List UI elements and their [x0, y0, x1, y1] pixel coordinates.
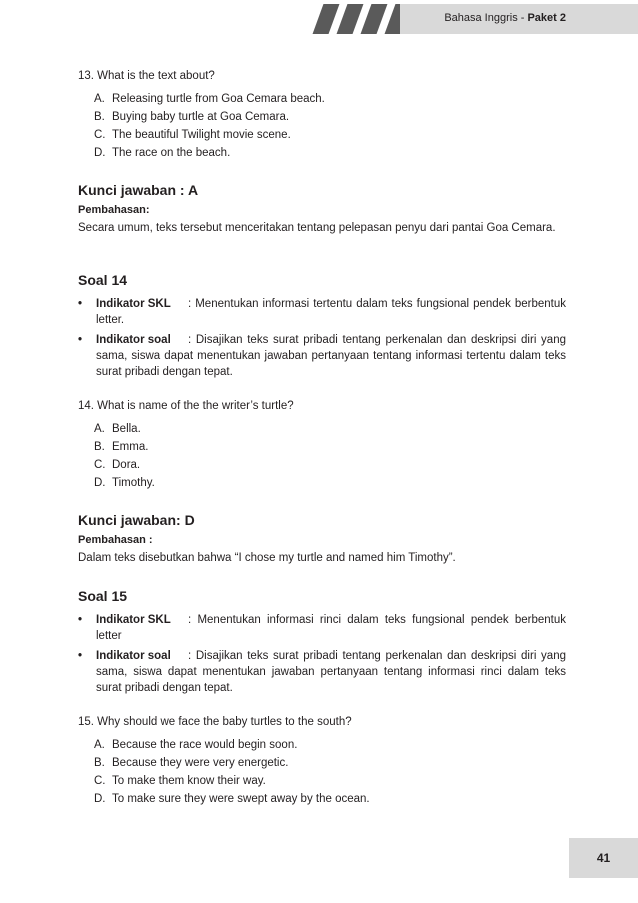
header-package: Paket 2	[527, 12, 566, 24]
option-text: To make them know their way.	[112, 775, 266, 787]
question-15: 15. Why should we face the baby turtles to the south?	[78, 716, 352, 728]
option	[94, 736, 566, 754]
option-text: The beautiful Twilight movie scene.	[112, 129, 291, 141]
option	[94, 144, 566, 162]
option	[94, 108, 566, 126]
indicator-soal-15	[78, 648, 566, 696]
indicator-label: Indikator SKL	[96, 298, 171, 310]
explanation-14: Dalam teks disebutkan bahwa “I chose my turtle and named him Timothy”.	[78, 552, 456, 564]
option-letter: A.	[94, 93, 105, 105]
bullet: •	[78, 614, 83, 626]
option-letter: C.	[94, 775, 106, 787]
option-text: The race on the beach.	[112, 147, 231, 159]
option-letter: A.	[94, 739, 105, 751]
options-13	[94, 90, 566, 162]
page-number: 41	[569, 838, 638, 878]
option-text: Releasing turtle from Goa Cemara beach.	[112, 93, 325, 105]
indicator-label: Indikator soal	[96, 334, 171, 346]
section-title-14: Soal 14	[78, 272, 128, 288]
options-14	[94, 420, 566, 492]
indicator-label: Indikator SKL	[96, 614, 171, 626]
answer-key-13: Kunci jawaban : A	[78, 182, 199, 198]
explanation-13: Secara umum, teks tersebut menceritakan tentang pelepasan penyu dari pantai Goa Cemara.	[78, 222, 556, 234]
option	[94, 772, 566, 790]
option-text: Buying baby turtle at Goa Cemara.	[112, 111, 290, 123]
option	[94, 790, 566, 808]
indicator-text: : Disajikan teks surat pribadi tentang perkenalan dan deskripsi diri yang sama, siswa dapat menentukan jawaban pertanyaan tentang informasi rinci dalam teks surat pribadi dengan tepat.	[96, 650, 566, 694]
option-letter: B.	[94, 441, 105, 453]
bullet: •	[78, 650, 83, 662]
option	[94, 474, 566, 492]
option-letter: D.	[94, 147, 106, 159]
option-text: Timothy.	[112, 477, 155, 489]
option-letter: D.	[94, 793, 106, 805]
indicator-text: : Menentukan informasi tertentu dalam teks fungsional pendek berbentuk letter.	[96, 298, 566, 326]
option-text: Dora.	[112, 459, 141, 471]
header-stripe	[337, 4, 364, 34]
answer-key-14: Kunci jawaban: D	[78, 512, 195, 528]
indicator-soal-14	[78, 332, 566, 380]
section-title-15: Soal 15	[78, 588, 128, 604]
header-stripe	[313, 4, 340, 34]
header-title	[444, 12, 566, 24]
bullet: •	[78, 334, 83, 346]
page-header	[0, 0, 638, 40]
option-text: Emma.	[112, 441, 149, 453]
option	[94, 420, 566, 438]
option-text: Because the race would begin soon.	[112, 739, 298, 751]
header-stripe	[361, 4, 388, 34]
header-subject: Bahasa Inggris -	[444, 12, 528, 24]
bullet: •	[78, 298, 83, 310]
explanation-label-14: Pembahasan :	[78, 534, 153, 546]
explanation-label-13: Pembahasan:	[78, 204, 150, 216]
indicator-text: : Disajikan teks surat pribadi tentang perkenalan dan deskripsi diri yang sama, siswa dapat menentukan jawaban pertanyaan tentang informasi tertentu dalam teks surat pribadi dengan tepat.	[96, 334, 566, 378]
option	[94, 754, 566, 772]
option	[94, 438, 566, 456]
option-letter: C.	[94, 129, 106, 141]
option	[94, 126, 566, 144]
option-letter: D.	[94, 477, 106, 489]
indicator-text: : Menentukan informasi rinci dalam teks fungsional pendek berbentuk letter	[96, 614, 566, 642]
options-15	[94, 736, 566, 808]
option-letter: A.	[94, 423, 105, 435]
page-content	[78, 68, 566, 808]
option-text: To make sure they were swept away by the ocean.	[112, 793, 370, 805]
option-text: Bella.	[112, 423, 141, 435]
question-13: 13. What is the text about?	[78, 70, 215, 82]
indicator-skl-14	[78, 296, 566, 328]
indicator-label: Indikator soal	[96, 650, 171, 662]
option-letter: B.	[94, 757, 105, 769]
option-letter: C.	[94, 459, 106, 471]
indicator-skl-15	[78, 612, 566, 644]
question-14: 14. What is name of the the writer’s turtle?	[78, 400, 294, 412]
option	[94, 90, 566, 108]
option-letter: B.	[94, 111, 105, 123]
option	[94, 456, 566, 474]
option-text: Because they were very energetic.	[112, 757, 289, 769]
